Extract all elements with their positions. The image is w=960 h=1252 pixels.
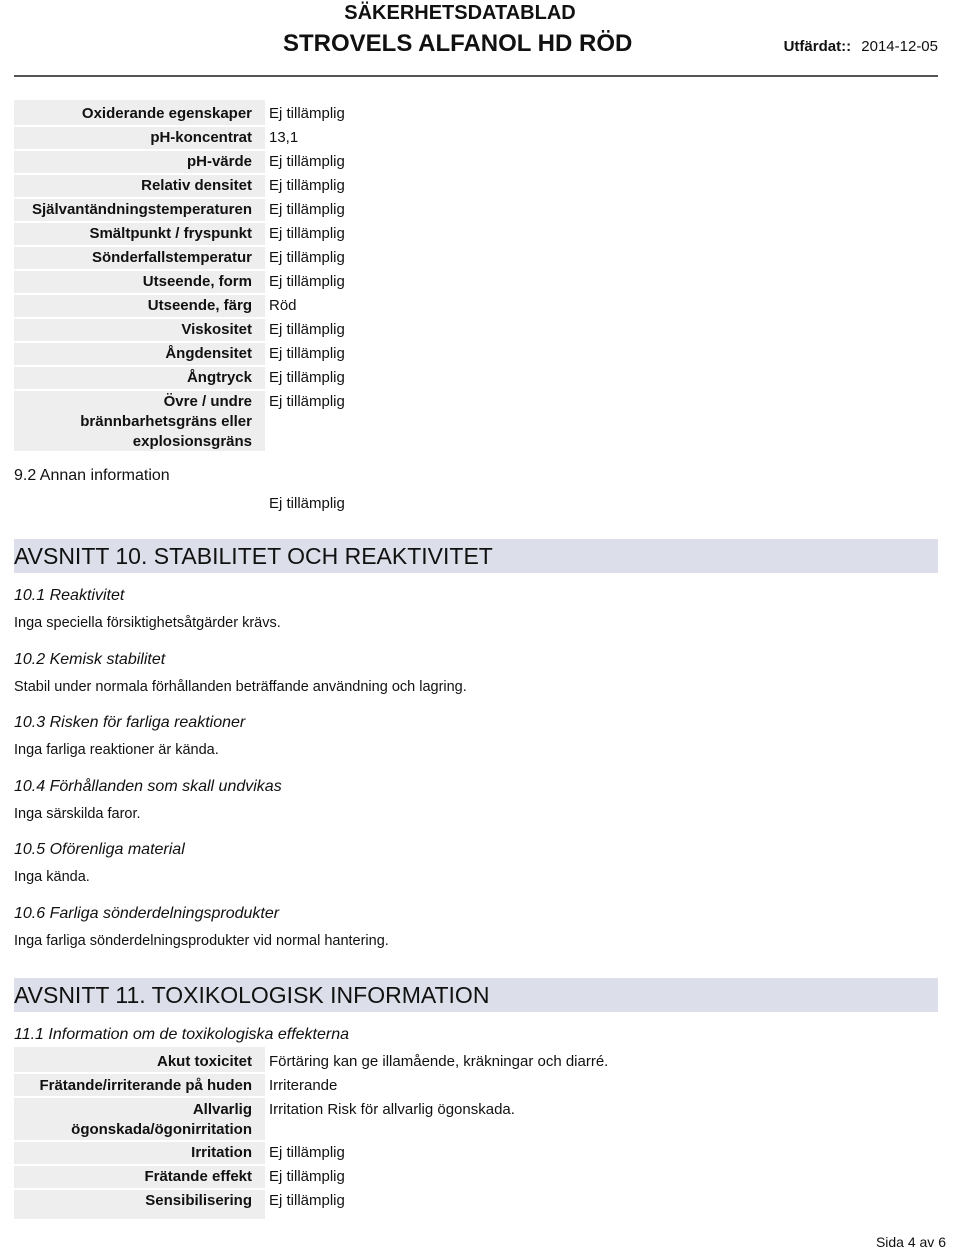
product-name: STROVELS ALFANOL HD RÖD [283,30,633,57]
property-value: Ej tillämplig [269,177,345,194]
property-label: Ångdensitet [165,345,252,362]
property-label: Ångtryck [186,369,252,386]
sub-heading: 11.1 Information om de toxikologiska effekterna [14,1026,349,1043]
property-value: Ej tillämplig [269,393,345,410]
tox-value: Förtäring kan ge illamående, kräkningar och diarré. [269,1053,609,1070]
property-label: Utseende, färg [147,297,252,314]
property-value: Ej tillämplig [269,369,345,386]
tox-value: Irritation Risk för allvarlig ögonskada. [269,1101,515,1118]
property-value: Ej tillämplig [269,273,345,290]
sub-text: Inga speciella försiktighetsåtgärder krävs. [14,615,281,631]
tox-label: Akut toxicitet [156,1053,252,1070]
row-divider [14,221,265,223]
property-label: Självantändningstemperaturen [31,201,252,218]
property-label: Övre / undre brännbarhetsgräns eller explosionsgräns [80,393,252,450]
sub-heading: 10.6 Farliga sönderdelningsprodukter [14,905,280,922]
sub-heading: 10.4 Förhållanden som skall undvikas [14,778,282,795]
property-label: Smältpunkt / fryspunkt [89,225,252,242]
document-type: SÄKERHETSDATABLAD [344,2,576,24]
property-label: pH-koncentrat [150,129,252,146]
sub-heading: 10.5 Oförenliga material [14,841,185,858]
property-value: Ej tillämplig [269,201,345,218]
sub-text: Inga kända. [14,869,90,885]
header-divider [14,75,938,77]
property-label: Oxiderande egenskaper [81,105,252,122]
tox-label: Sensibilisering [145,1192,252,1209]
property-label: pH-värde [186,153,252,170]
property-label: Sönderfallstemperatur [91,249,252,266]
property-value: Ej tillämplig [269,105,345,122]
row-divider [14,149,265,151]
property-value: 13,1 [269,129,299,146]
property-value: Ej tillämplig [269,321,345,338]
row-divider [14,1188,265,1190]
issued-date [784,38,938,55]
section-10-title: AVSNITT 10. STABILITET OCH REAKTIVITET [14,543,493,569]
tox-value: Ej tillämplig [269,1168,345,1185]
tox-label: Allvarlig ögonskada/ögonirritation [71,1101,252,1138]
tox-label: Frätande effekt [144,1168,252,1185]
property-label: Relativ densitet [141,177,252,194]
section-11-title: AVSNITT 11. TOXIKOLOGISK INFORMATION [14,982,490,1008]
sub-heading: 10.1 Reaktivitet [14,587,125,604]
row-divider [14,293,265,295]
other-info-label: 9.2 Annan information [14,467,170,484]
sub-text: Inga farliga reaktioner är kända. [14,742,219,758]
row-divider [14,365,265,367]
issued-value: 2014-12-05 [861,38,938,55]
row-divider [14,269,265,271]
row-divider [14,197,265,199]
row-divider [14,1072,265,1074]
property-value: Ej tillämplig [269,249,345,266]
row-divider [14,1164,265,1166]
property-label: Utseende, form [142,273,252,290]
row-divider [14,173,265,175]
sub-text: Inga farliga sönderdelningsprodukter vid normal hantering. [14,933,389,949]
other-info-value: Ej tillämplig [269,495,345,512]
row-divider [14,1096,265,1098]
row-divider [14,245,265,247]
issued-label: Utfärdat:: [783,38,852,55]
property-value: Ej tillämplig [269,345,345,362]
tox-label: Frätande/irriterande på huden [39,1077,252,1094]
property-value: Ej tillämplig [269,225,345,242]
row-divider [14,1140,265,1142]
tox-value: Ej tillämplig [269,1192,345,1209]
tox-label: Irritation [191,1144,252,1161]
tox-value: Ej tillämplig [269,1144,345,1161]
sub-text: Stabil under normala förhållanden beträffande användning och lagring. [14,679,467,695]
tox-value: Irriterande [269,1077,338,1094]
row-divider [14,125,265,127]
row-divider [14,389,265,391]
row-divider [14,317,265,319]
page-number: Sida 4 av 6 [875,1234,946,1250]
sub-text: Inga särskilda faror. [14,806,141,822]
property-label: Viskositet [181,321,252,338]
property-value: Röd [269,297,297,314]
row-divider [14,341,265,343]
sub-heading: 10.2 Kemisk stabilitet [14,651,166,668]
sub-heading: 10.3 Risken för farliga reaktioner [14,714,246,731]
property-value: Ej tillämplig [269,153,345,170]
